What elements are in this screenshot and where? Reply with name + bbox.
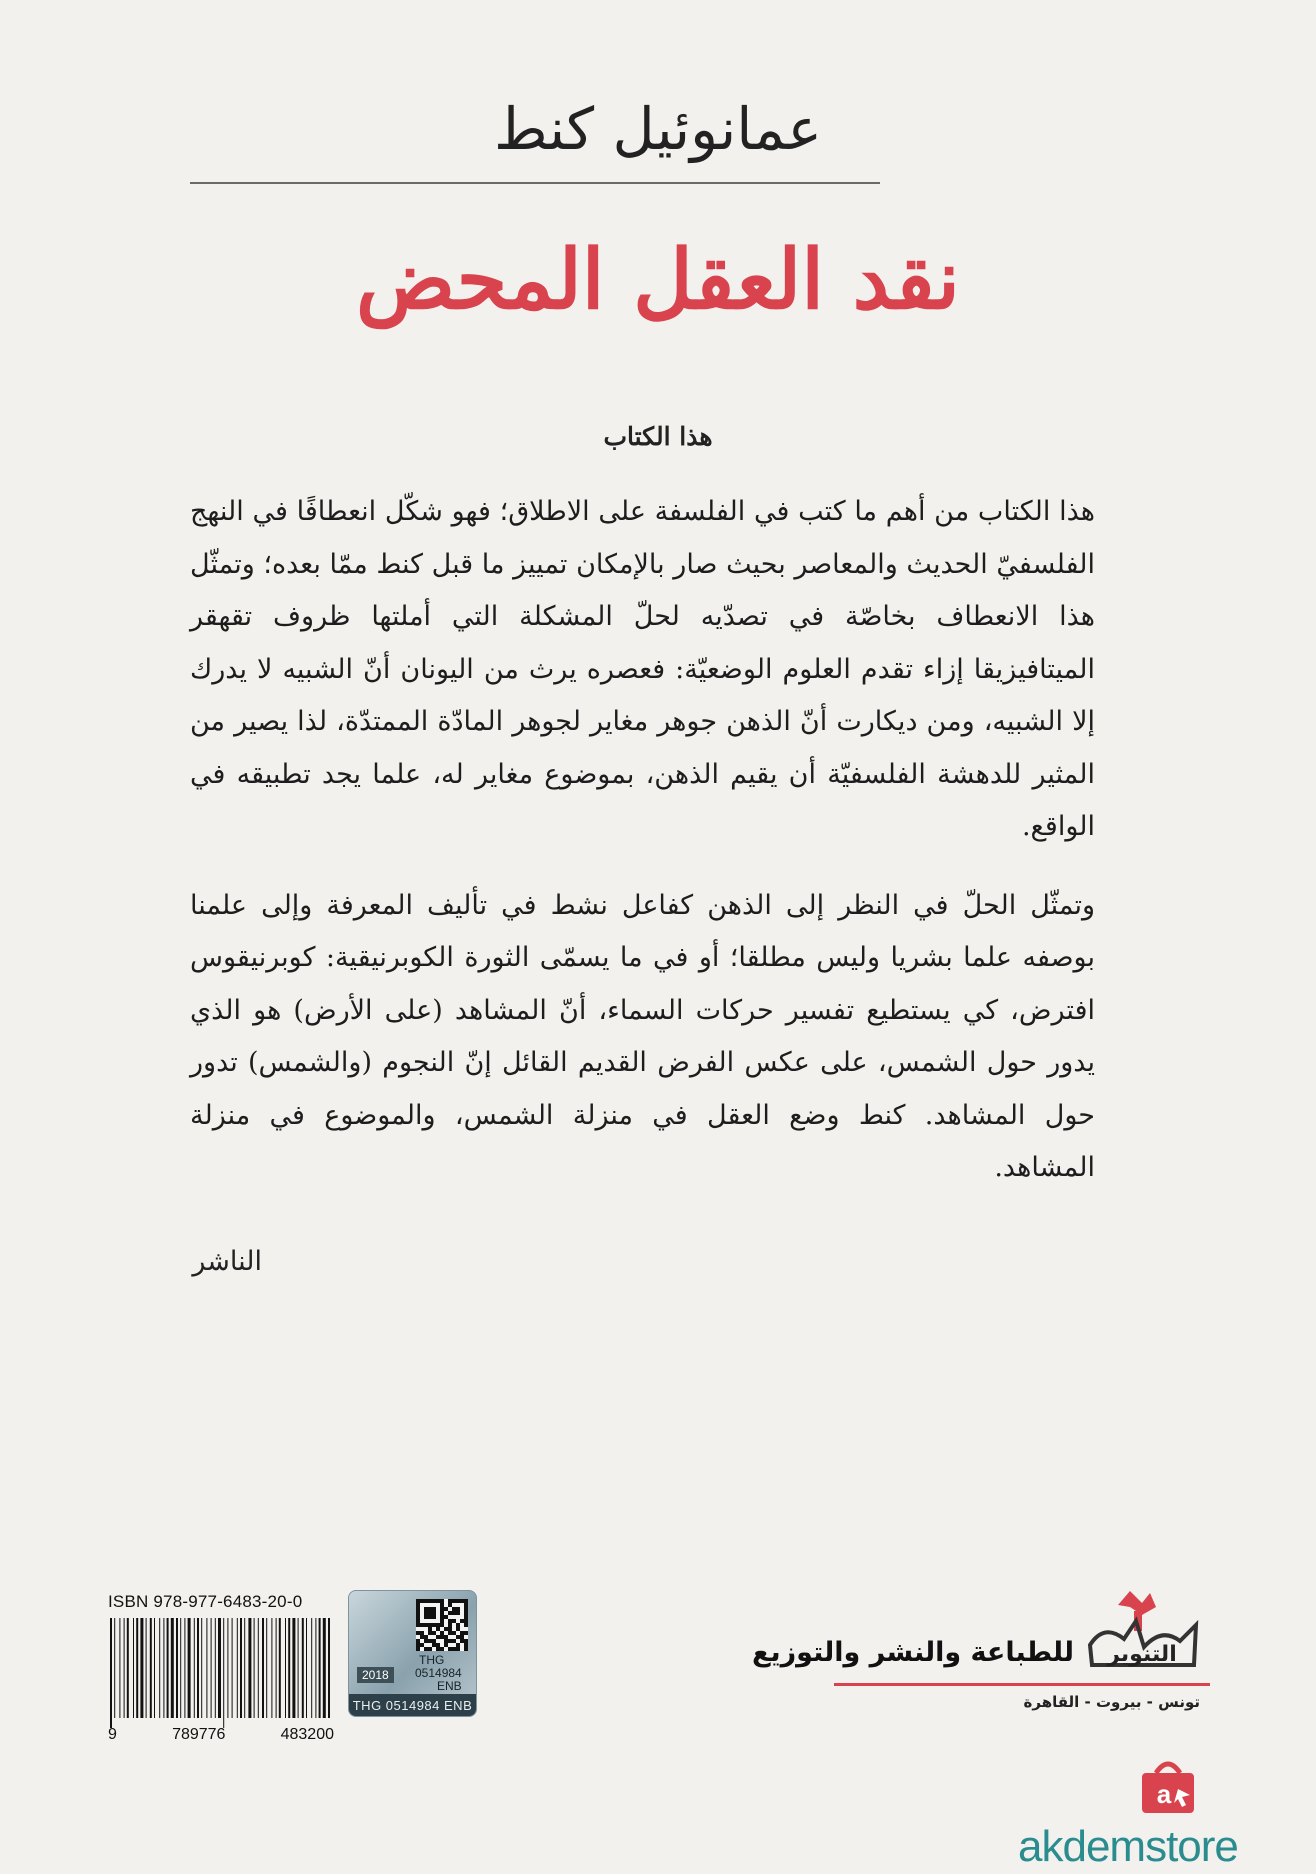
title-divider [190, 182, 880, 184]
store-name: akdemstore [1018, 1822, 1238, 1871]
sticker-year: 2018 [357, 1667, 394, 1683]
publisher-logo-text: التنوير [1107, 1642, 1177, 1667]
blurb-paragraph-2: وتمثّل الحلّ في النظر إلى الذهن كفاعل نشط في تأليف المعرفة وإلى علمنا بوصفه علما بشريا وليس مطلقا؛ أو في ما يسمّى الثورة الكوبرنيقية: كوبرنيقوس افترض، كي يستطيع تفسير حركات السماء، أنّ المشاهد (على الأرض) هو الذي يدور حول الشمس، على عكس الفرض القديم القائل إنّ النجوم (والشمس) تدور حول المشاهد. كنط وضع العقل في منزلة الشمس، والموضوع في منزلة المشاهد. [190, 889, 1095, 1183]
publisher-cities: تونس - بيروت - القاهرة [1023, 1693, 1200, 1711]
publisher-signature: الناشر [192, 1246, 262, 1277]
sticker-code-1: THG [419, 1653, 445, 1667]
blurb-text [190, 486, 1095, 1221]
barcode-image [108, 1618, 336, 1728]
barcode-digit-lead: 9 [108, 1726, 117, 1743]
barcode-digits-left: 789776 [172, 1726, 226, 1743]
sticker-code-2: 0514984 [415, 1666, 462, 1680]
store-icon-letter: a [1156, 1779, 1172, 1809]
publisher-block [752, 1585, 1210, 1725]
publisher-name: للطباعة والنشر والتوزيع [752, 1637, 1074, 1668]
barcode-digits [108, 1726, 334, 1744]
isbn-label: ISBN 978-977-6483-20-0 [108, 1592, 303, 1611]
section-heading: هذا الكتاب [603, 422, 713, 451]
book-title: نقد العقل المحض [356, 232, 960, 328]
barcode-digits-right: 483200 [280, 1726, 334, 1743]
author-name: عمانوئيل كنط [493, 95, 823, 163]
sticker-code-3: ENB [437, 1679, 462, 1693]
store-watermark [1018, 1755, 1316, 1874]
qr-code-image [416, 1599, 468, 1651]
shopping-bag-icon [1136, 1755, 1200, 1815]
isbn-block [108, 1592, 334, 1744]
blurb-paragraph-1: هذا الكتاب من أهم ما كتب في الفلسفة على الاطلاق؛ فهو شكّل انعطافًا في النهج الفلسفيّ الحديث والمعاصر بحيث صار بالإمكان تمييز ما قبل كنط ممّا بعده؛ وتمثّل هذا الانعطاف بخاصّة في تصدّيه لحلّ المشكلة التي أملتها ظروف تقهقر الميتافيزيقا إزاء تقدم العلوم الوضعيّة: فعصره يرث من اليونان أنّ الشبيه لا يدرك إلا الشبيه، ومن ديكارت أنّ الذهن جوهر مغاير لجوهر المادّة الممتدّة، لذا يصير من المثير للدهشة الفلسفيّة أن يقيم الذهن، بموضوع مغاير له، علما يجد تطبيقه في الواقع. [190, 496, 1095, 842]
security-sticker [348, 1590, 477, 1717]
publisher-rule [834, 1683, 1210, 1686]
sticker-footer: THG 0514984 ENB [349, 1694, 476, 1716]
publisher-logo [1084, 1585, 1202, 1681]
